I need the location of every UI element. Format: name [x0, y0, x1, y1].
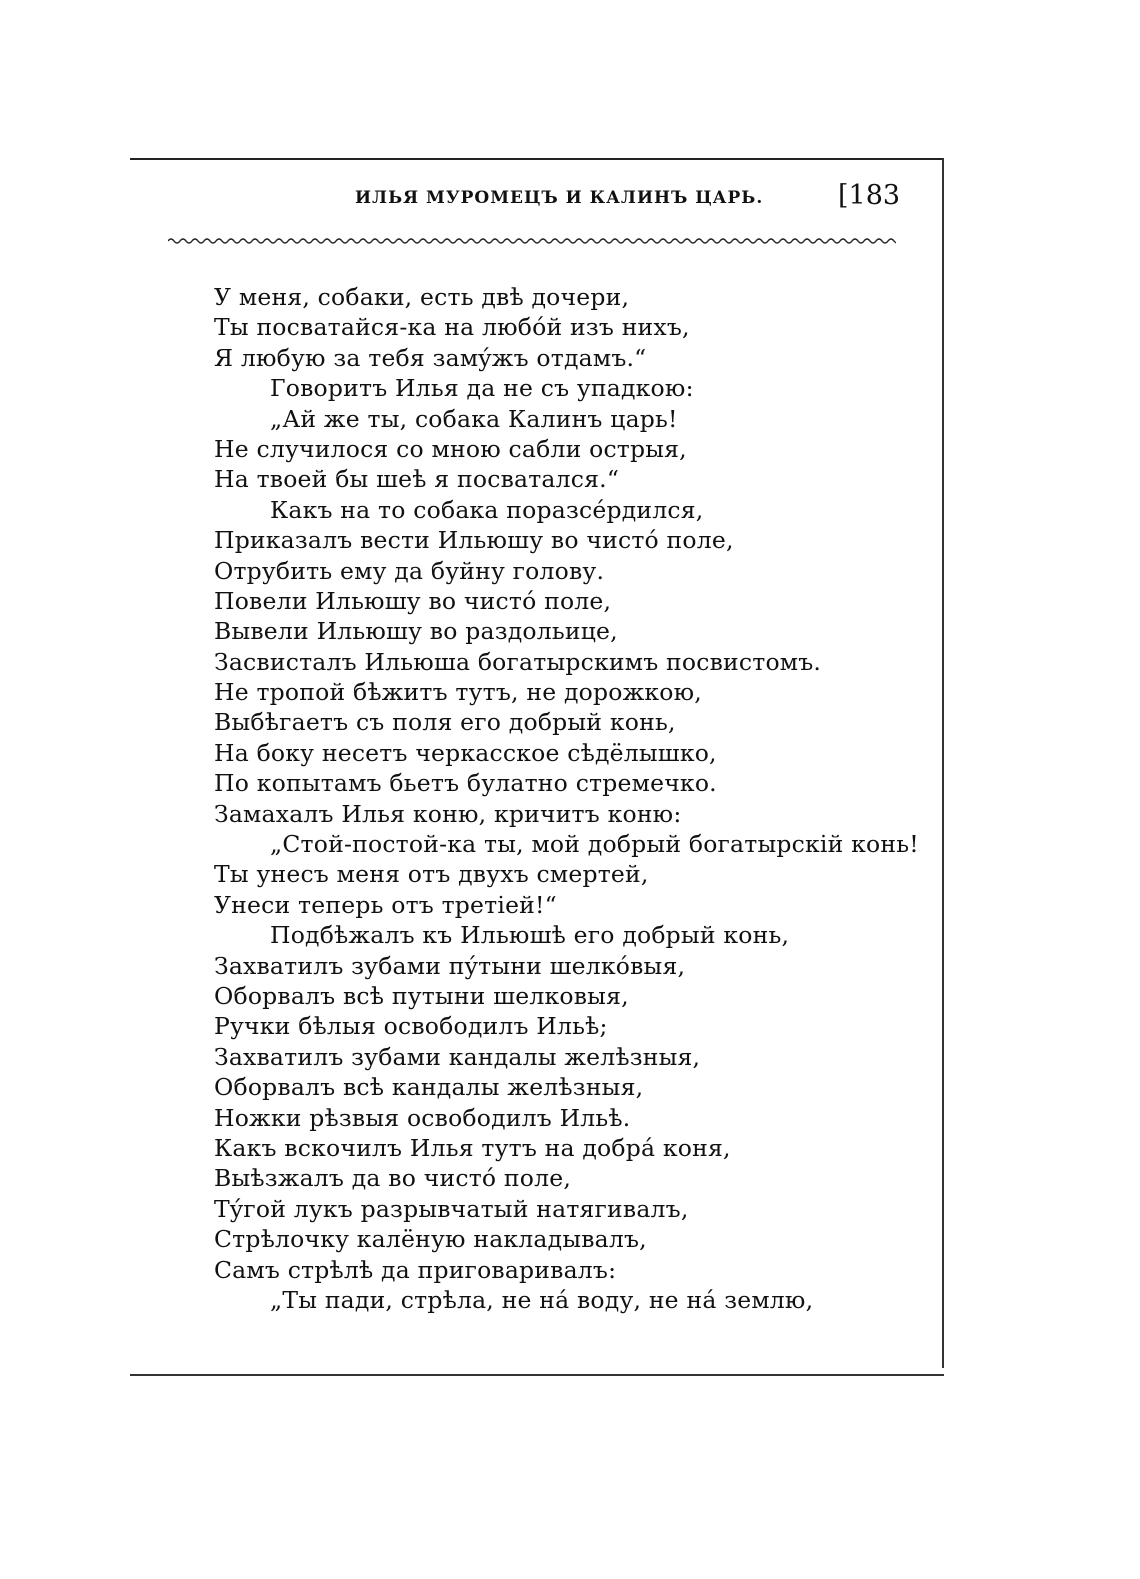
page-number: [183	[838, 180, 901, 211]
verse-line: Говоритъ Илья да не съ упадкою:	[270, 374, 694, 403]
verse-text-block	[214, 282, 934, 1315]
verse-line: Выбѣгаетъ съ поля его добрый конь,	[214, 708, 676, 737]
verse-line: Ты посватайся-ка на любóй изъ нихъ,	[214, 313, 690, 342]
verse-line: У меня, собаки, есть двѣ дочери,	[214, 283, 630, 311]
verse-line: Захватилъ зубами пýтыни шелкóвыя,	[214, 951, 686, 980]
verse-line: Ты унесъ меня отъ двухъ смертей,	[214, 860, 649, 889]
page-frame-bottom-rule	[130, 1374, 944, 1376]
verse-line: Оборвалъ всѣ путыни шелковыя,	[214, 981, 629, 1010]
verse-line: На боку несетъ черкасское сѣдёлышко,	[214, 738, 717, 767]
verse-line: Ножки рѣзвыя освободилъ Ильѣ.	[214, 1103, 631, 1132]
verse-line: Захватилъ зубами кандалы желѣзныя,	[214, 1042, 701, 1071]
verse-line: „Ай же ты, собака Калинъ царь!	[270, 404, 678, 433]
verse-line: Выѣзжалъ да во чистó поле,	[214, 1164, 572, 1193]
verse-line: Тýгой лукъ разрывчатый натягивалъ,	[214, 1194, 689, 1223]
verse-line: Подбѣжалъ къ Ильюшѣ его добрый конь,	[270, 921, 790, 950]
verse-line: Какъ вскочилъ Илья тутъ на добрá коня,	[214, 1133, 731, 1162]
verse-line: Какъ на то собака поразсéрдился,	[270, 495, 704, 524]
page-frame-right-rule	[942, 158, 944, 1368]
verse-line: Приказалъ вести Ильюшу во чистó поле,	[214, 526, 734, 555]
verse-line: По копытамъ бьетъ булатно стремечко.	[214, 769, 717, 798]
verse-line: Не тропой бѣжитъ тутъ, не дорожкою,	[214, 678, 702, 707]
verse-line: Самъ стрѣлѣ да приговаривалъ:	[214, 1255, 617, 1284]
verse-line: Не случилося со мною сабли острыя,	[214, 434, 687, 463]
verse-line: Ручки бѣлыя освободилъ Ильѣ;	[214, 1012, 608, 1041]
verse-line: „Ты пади, стрѣла, не нá воду, не нá землю,	[270, 1285, 814, 1314]
verse-line: Отрубить ему да буйну голову.	[214, 556, 605, 585]
verse-line: Оборвалъ всѣ кандалы желѣзныя,	[214, 1073, 644, 1102]
decorative-wave-rule	[168, 234, 896, 248]
verse-line: На твоей бы шеѣ я посватался.“	[214, 465, 620, 494]
verse-line: Я любую за тебя замýжъ отдамъ.“	[214, 343, 647, 372]
running-title: ИЛЬЯ МУРОМЕЦЪ И КАЛИНЪ ЦАРЬ.	[355, 188, 764, 208]
verse-line: Вывели Ильюшу во раздольице,	[214, 617, 618, 646]
page-frame-top-rule	[130, 158, 944, 160]
verse-line: Засвисталъ Ильюша богатырскимъ посвистомъ.	[214, 647, 822, 676]
verse-line: Повели Ильюшу во чистó поле,	[214, 586, 612, 615]
verse-line: Стрѣлочку калёную накладывалъ,	[214, 1225, 647, 1254]
verse-line: Замахалъ Илья коню, кричитъ коню:	[214, 799, 682, 828]
verse-line: Унеси теперь отъ третіей!“	[214, 890, 557, 919]
verse-line: „Стой-постой-ка ты, мой добрый богатырскій конь!	[270, 830, 919, 859]
